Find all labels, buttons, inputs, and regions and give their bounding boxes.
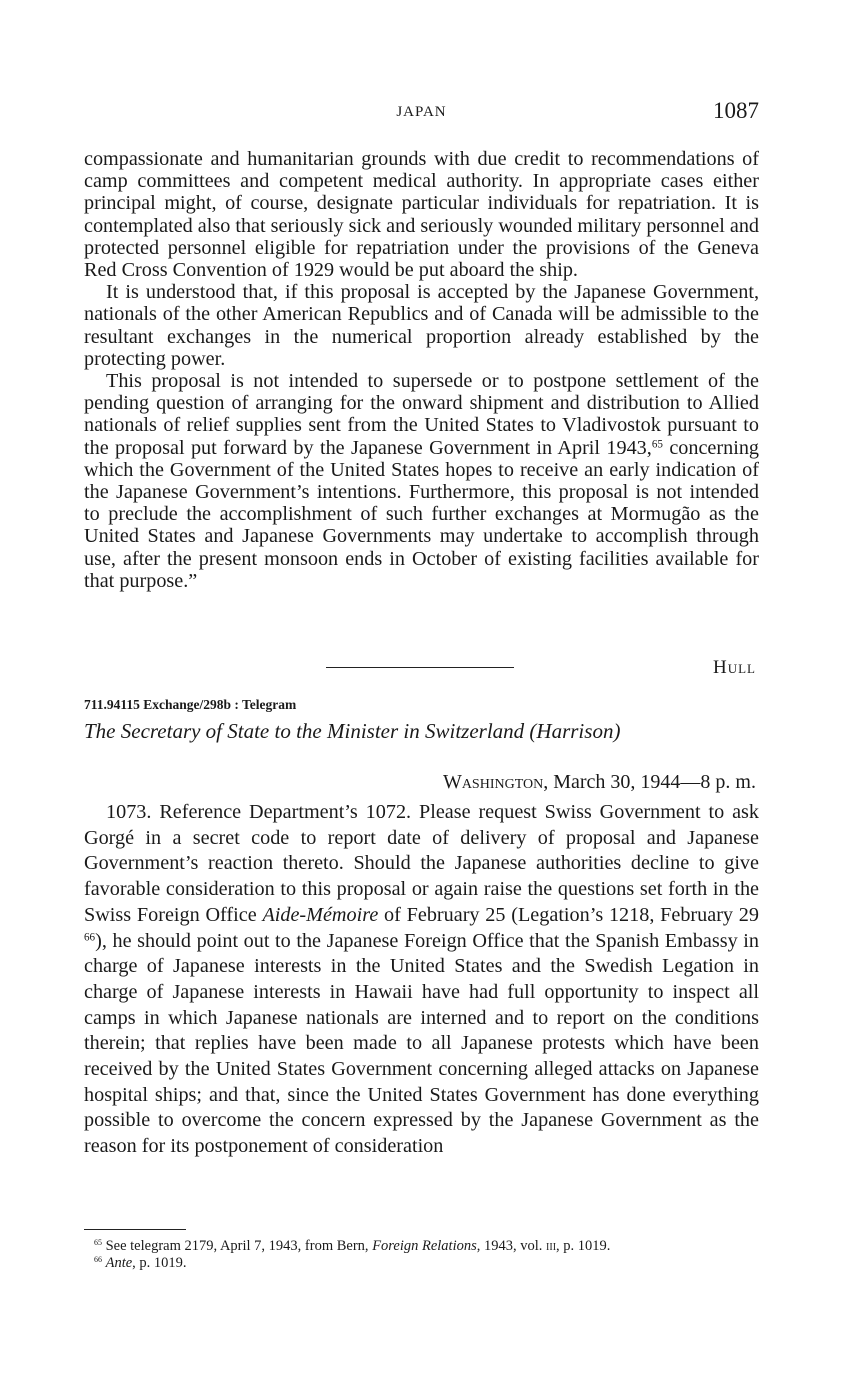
- paragraph-3-text-b: concerning which the Government of the United States hopes to receive an early indication of the Japanese Government’s intentions. Furthermore, this proposal is not intended to preclude the accomplishment of such further exchanges at Mormugão as the United States and Japanese Governments may undertake to accomplish through use, after the present monsoon ends in October of existing facilities available for that purpose.”: [84, 436, 760, 592]
- footnote-65: [84, 1238, 759, 1255]
- footnote-65-text-b: , 1943, vol.: [476, 1238, 547, 1254]
- telegram-text-c: ), he should point out to the Japanese Foreign Office that the Spanish Embassy in charge of Japanese interests in the United States and the Swedish Legation in charge of Japanese interests in Hawaii have had full opportunity to inspect all camps in which Japanese nationals are interned and to report on the conditions therein; that replies have been made to all Japanese protests which have been received by the United States Government concerning alleged attacks on Japanese hospital ships; and that, since the United States Government has done everything possible to overcome the concern expressed by the Japanese Government as the reason for its postponement of consideration: [84, 929, 759, 1158]
- footnote-66-mark: 66: [94, 1255, 102, 1265]
- page-header: [84, 98, 759, 126]
- paragraph-3-text-a: This proposal is not intended to supersede or to postpone settlement of the pending question of arranging for the onward shipment and distribution to Allied nationals of relief supplies sent from the United States to Vladivostok pursuant to the proposal put forward by the Japanese Government in April 1943,: [84, 370, 759, 459]
- footnotes: [84, 1238, 759, 1272]
- paragraph-2: It is understood that, if this proposal is accepted by the Japanese Government, nationals of the other American Republics and of Canada will be admissible to the resultant exchanges in the numerical proportion already established by the protecting power.: [84, 281, 759, 370]
- document-title-suffix: ): [613, 719, 621, 743]
- dateline-place: Washington: [442, 771, 544, 793]
- signature: Hull: [713, 657, 756, 678]
- telegram-paragraph: [84, 800, 759, 1160]
- footnote-66-ante: Ante: [105, 1255, 133, 1271]
- dateline: [443, 771, 756, 794]
- document-title-prefix: The Secretary of State to the Minister in Switzerland (: [84, 719, 537, 743]
- paragraph-3: [84, 370, 759, 592]
- page-number: 1087: [713, 98, 759, 123]
- document-title: [84, 719, 759, 744]
- telegram-text-a: 1073. Reference Department’s 1072. Please request Swiss Government to ask Gorgé in a secret code to report date of delivery of proposal and Japanese Government’s reaction thereto. Should the Japanese authorities decline to give favorable consideration to this proposal or again raise the questions set forth in the Swiss Foreign Office: [84, 801, 759, 926]
- document-title-name: Harrison: [536, 719, 614, 743]
- telegram-text-b: of February 25 (Legation’s 1218, February 29: [378, 903, 759, 926]
- footnote-65-mark: 65: [94, 1238, 102, 1248]
- file-reference: 711.94115 Exchange/298b : Telegram: [84, 697, 297, 712]
- aide-memoire-term: Aide-Mémoire: [262, 903, 379, 926]
- section-divider: [326, 667, 514, 668]
- running-title: JAPAN: [396, 104, 447, 120]
- footnote-ref-66: 66: [84, 930, 96, 943]
- footnote-65-volume: iii: [546, 1238, 557, 1254]
- body-text-continued: [84, 148, 759, 592]
- dateline-date: , March 30, 1944—8 p. m.: [543, 771, 756, 793]
- footnote-66-text: , p. 1019.: [132, 1255, 187, 1271]
- telegram-body: [84, 800, 759, 1160]
- paragraph-1: compassionate and humanitarian grounds with due credit to recommendations of camp committees and competent medical authority. In appropriate cases either principal might, of course, designate particular individuals for repatriation. It is contemplated also that seriously sick and seriously wounded military personnel and protected personnel eligible for repatriation under the provisions of the Geneva Red Cross Convention of 1929 would be put aboard the ship.: [84, 148, 760, 282]
- footnote-divider: [84, 1229, 186, 1230]
- footnote-65-text-c: , p. 1019.: [556, 1238, 611, 1254]
- footnote-ref-65: 65: [651, 437, 663, 450]
- footnote-65-title: Foreign Relations: [372, 1238, 477, 1254]
- footnote-66: [84, 1255, 759, 1272]
- footnote-65-text-a: See telegram 2179, April 7, 1943, from Bern,: [101, 1238, 373, 1254]
